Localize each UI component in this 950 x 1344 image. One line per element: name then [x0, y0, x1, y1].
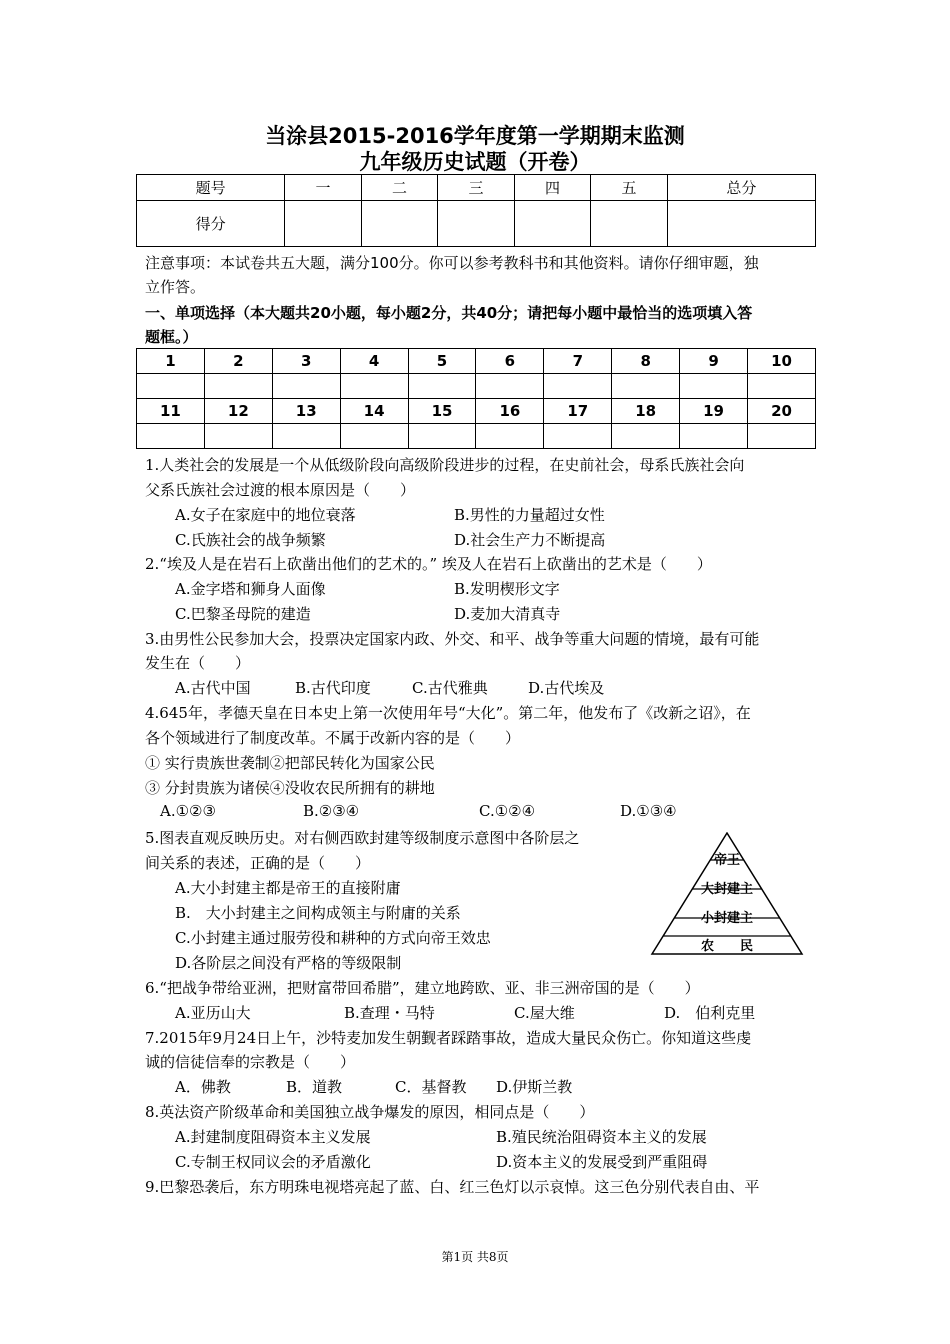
question-stem: ① 实行贵族世袭制②把部民转化为国家公民: [145, 754, 435, 772]
option-b: B.②③④: [303, 802, 360, 820]
answer-number: 6: [476, 349, 544, 374]
question-stem: 5.图表直观反映历史。对右侧西欧封建等级制度示意图中各阶层之: [145, 829, 580, 847]
option-c: C.专制王权同议会的矛盾激化: [175, 1153, 371, 1171]
answer-number: 14: [340, 399, 408, 424]
answer-cell[interactable]: [748, 374, 816, 399]
option-c: C.小封建主通过服劳役和耕种的方式向帝王效忠: [175, 929, 491, 947]
exam-subtitle: 九年级历史试题（开卷）: [359, 150, 591, 174]
option-d: D. 伯利克里: [664, 1004, 756, 1022]
option-b: B．道教: [286, 1078, 343, 1096]
answer-number: 18: [612, 399, 680, 424]
answer-cell[interactable]: [340, 424, 408, 449]
score-cell[interactable]: [667, 201, 815, 247]
option-c: C.屋大维: [514, 1004, 575, 1022]
option-a: A.大小封建主都是帝王的直接附庸: [175, 879, 401, 897]
answer-number: 5: [408, 349, 476, 374]
option-b: B.古代印度: [295, 679, 371, 697]
question-stem: 8.英法资产阶级革命和美国独立战争爆发的原因，相同点是（ ）: [145, 1103, 595, 1121]
question-stem: 发生在（ ）: [145, 654, 251, 672]
answer-number: 2: [204, 349, 272, 374]
score-cell[interactable]: [285, 201, 362, 247]
option-a: A.封建制度阻碍资本主义发展: [175, 1128, 371, 1146]
answer-number: 12: [204, 399, 272, 424]
option-b: B. 大小封建主之间构成领主与附庸的关系: [175, 904, 461, 922]
question-stem: 父系氏族社会过渡的根本原因是（ ）: [145, 481, 416, 499]
option-d: D.伊斯兰教: [496, 1078, 573, 1096]
score-cell[interactable]: [438, 201, 515, 247]
option-d: D.古代埃及: [528, 679, 605, 697]
answer-cell[interactable]: [272, 424, 340, 449]
option-a: A.①②③: [160, 802, 216, 820]
answer-cell[interactable]: [137, 374, 205, 399]
pyramid-level-great-lords: 大封建主: [700, 882, 754, 897]
exam-title: 当涂县2015-2016学年度第一学期期末监测: [265, 124, 685, 148]
answer-number: 13: [272, 399, 340, 424]
score-header-cell: 总分: [667, 175, 815, 201]
score-header-cell: 一: [285, 175, 362, 201]
option-d: D.各阶层之间没有严格的等级限制: [175, 954, 402, 972]
option-c: C．基督教: [395, 1078, 467, 1096]
answer-number: 1: [137, 349, 205, 374]
score-header-cell: 四: [514, 175, 591, 201]
answer-number: 16: [476, 399, 544, 424]
question-stem: 6.“把战争带给亚洲，把财富带回希腊”，建立地跨欧、亚、非三洲帝国的是（ ）: [145, 979, 700, 997]
answer-cell[interactable]: [272, 374, 340, 399]
answer-cell[interactable]: [612, 374, 680, 399]
question-stem: 3.由男性公民参加大会，投票决定国家内政、外交、和平、战争等重大问题的情境，最有可能: [145, 630, 760, 648]
question-stem: 9.巴黎恐袭后，东方明珠电视塔亮起了蓝、白、红三色灯以示哀悼。这三色分别代表自由、平: [145, 1178, 760, 1196]
section-heading: 题框。）: [145, 328, 198, 346]
answer-cell[interactable]: [204, 374, 272, 399]
answer-number: 19: [680, 399, 748, 424]
option-a: A.金字塔和狮身人面像: [175, 580, 326, 598]
question-stem: ③ 分封贵族为诸侯④没收农民所拥有的耕地: [145, 779, 435, 797]
option-d: D.社会生产力不断提高: [454, 531, 606, 549]
option-c: C.古代雅典: [412, 679, 488, 697]
option-b: B.发明楔形文字: [454, 580, 560, 598]
answer-number: 4: [340, 349, 408, 374]
answer-number: 7: [544, 349, 612, 374]
answer-number: 11: [137, 399, 205, 424]
answer-cell[interactable]: [748, 424, 816, 449]
answer-cell[interactable]: [340, 374, 408, 399]
question-stem: 诚的信徒信奉的宗教是（ ）: [145, 1053, 356, 1071]
answer-number: 8: [612, 349, 680, 374]
answer-cell[interactable]: [476, 424, 544, 449]
question-stem: 2.“埃及人是在岩石上砍凿出他们的艺术的。” 埃及人在岩石上砍凿出的艺术是（ ）: [145, 555, 712, 573]
option-a: A.亚历山大: [175, 1004, 251, 1022]
answer-cell[interactable]: [204, 424, 272, 449]
answer-cell[interactable]: [137, 424, 205, 449]
answer-cell[interactable]: [544, 374, 612, 399]
score-table: [136, 174, 816, 247]
option-d: D.麦加大清真寺: [454, 605, 561, 623]
feudal-hierarchy-pyramid: [650, 832, 804, 956]
question-stem: 4.645年，孝德天皇在日本史上第一次使用年号“大化”。第二年，他发布了《改新之诏》，在: [145, 704, 751, 722]
option-c: C.①②④: [479, 802, 536, 820]
question-stem: 1.人类社会的发展是一个从低级阶段向高级阶段进步的过程，在史前社会，母系氏族社会向: [145, 456, 745, 474]
score-cell[interactable]: [514, 201, 591, 247]
section-heading: 一、单项选择（本大题共20小题，每小题2分，共40分；请把每小题中最恰当的选项填入答: [145, 304, 753, 322]
answer-cell[interactable]: [476, 374, 544, 399]
answer-number: 17: [544, 399, 612, 424]
option-b: B.殖民统治阻碍资本主义的发展: [496, 1128, 707, 1146]
answer-number: 10: [748, 349, 816, 374]
answer-table: [136, 348, 816, 449]
answer-number: 15: [408, 399, 476, 424]
option-d: D.①③④: [620, 802, 677, 820]
score-header-cell: 二: [361, 175, 438, 201]
answer-cell[interactable]: [544, 424, 612, 449]
answer-cell[interactable]: [408, 374, 476, 399]
option-a: A.古代中国: [175, 679, 251, 697]
option-b: B.男性的力量超过女性: [454, 506, 605, 524]
answer-cell[interactable]: [680, 424, 748, 449]
pyramid-level-lesser-lords: 小封建主: [700, 911, 754, 926]
option-d: D.资本主义的发展受到严重阻碍: [496, 1153, 708, 1171]
answer-number: 9: [680, 349, 748, 374]
page-number: 第1页 共8页: [441, 1250, 509, 1264]
answer-cell[interactable]: [408, 424, 476, 449]
option-b: B.查理・马特: [344, 1004, 435, 1022]
score-cell[interactable]: [361, 201, 438, 247]
pyramid-level-peasants: 农 民: [700, 939, 754, 954]
pyramid-level-emperor: 帝王: [713, 853, 741, 868]
score-cell[interactable]: [591, 201, 668, 247]
option-a: A.女子在家庭中的地位衰落: [175, 506, 356, 524]
score-row-label: 得分: [137, 201, 285, 247]
score-header-cell: 五: [591, 175, 668, 201]
question-stem: 7.2015年9月24日上午，沙特麦加发生朝觐者踩踏事故，造成大量民众伤亡。你知道这些虔: [145, 1029, 752, 1047]
score-header-cell: 题号: [137, 175, 285, 201]
option-c: C.氏族社会的战争频繁: [175, 531, 326, 549]
question-stem: 间关系的表述，正确的是（ ）: [145, 854, 371, 872]
notice-line: 注意事项：本试卷共五大题，满分100分。你可以参考教科书和其他资料。请你仔细审题，独: [145, 254, 759, 272]
answer-number: 3: [272, 349, 340, 374]
option-c: C.巴黎圣母院的建造: [175, 605, 311, 623]
notice-line: 立作答。: [145, 278, 206, 296]
answer-number: 20: [748, 399, 816, 424]
option-a: A．佛教: [175, 1078, 231, 1096]
answer-cell[interactable]: [612, 424, 680, 449]
answer-cell[interactable]: [680, 374, 748, 399]
question-stem: 各个领域进行了制度改革。不属于改新内容的是（ ）: [145, 729, 521, 747]
score-header-cell: 三: [438, 175, 515, 201]
